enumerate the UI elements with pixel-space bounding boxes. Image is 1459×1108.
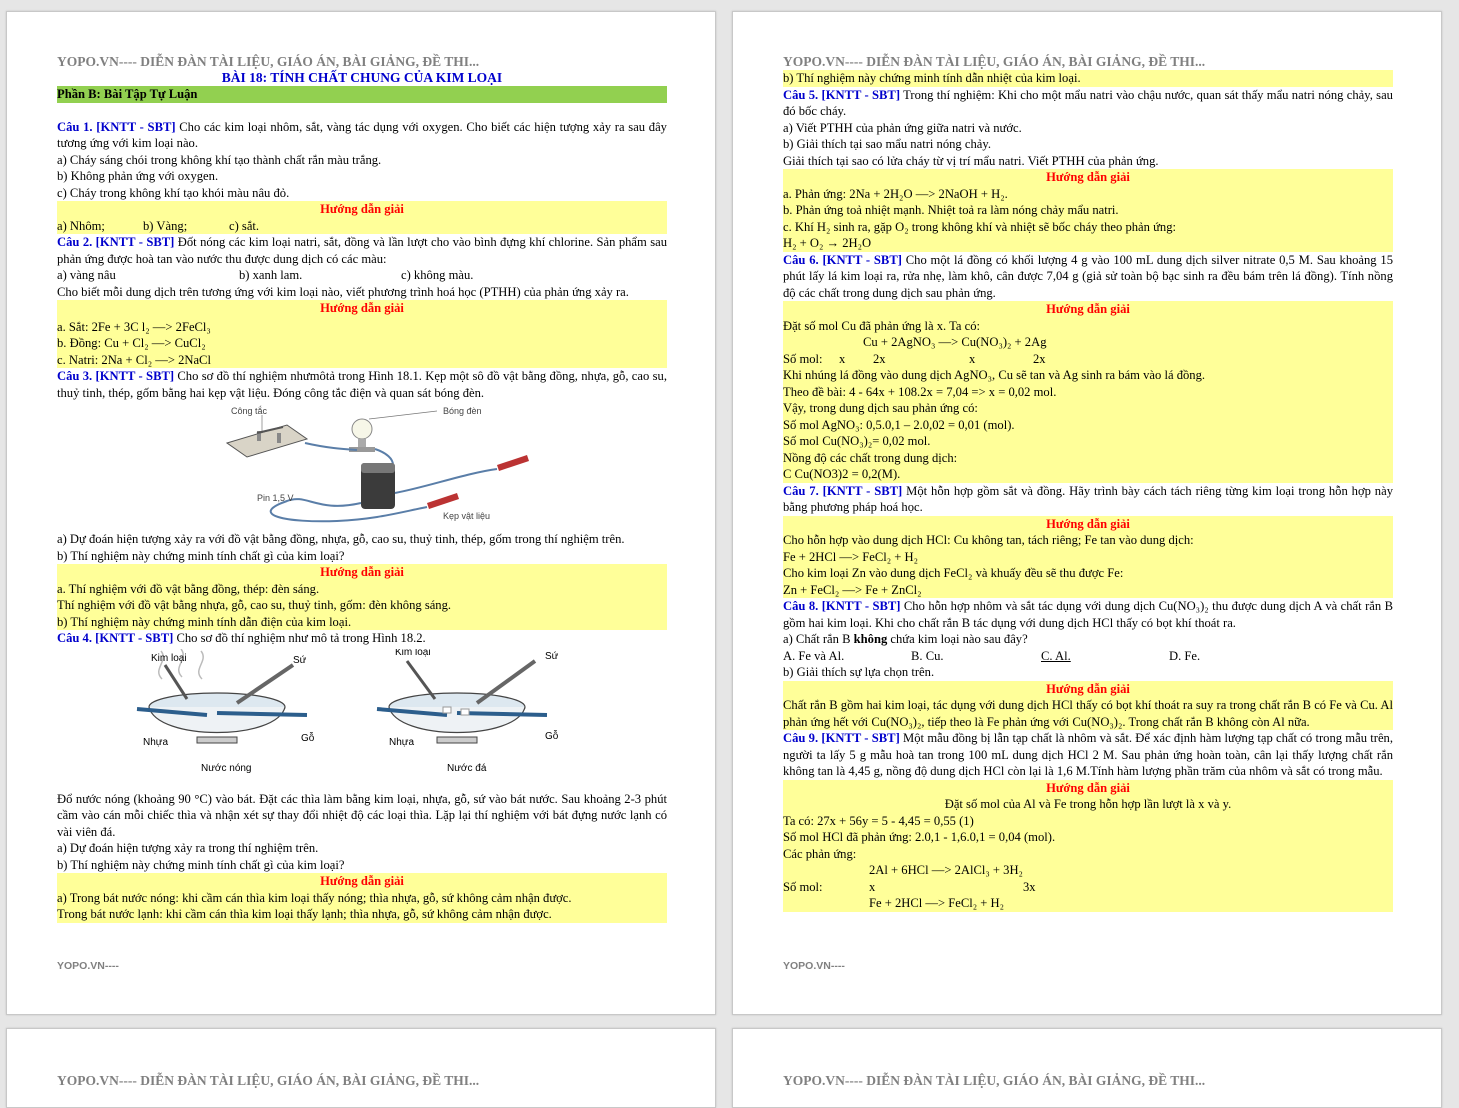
solution-line: a. Thí nghiệm với đồ vật bằng đồng, thép: đèn sáng.: [57, 581, 320, 596]
solution-line: Cho kim loại Zn vào dung dịch FeCl₂ và khuấy đều sẽ thu được Fe:: [783, 566, 1124, 580]
question-line: b) Không phản ứng với oxygen.: [57, 169, 219, 183]
solution-block: [783, 780, 1393, 912]
document-page-3: [6, 1028, 716, 1108]
solution-line: b. Đồng: Cu + Cl₂ —> CuCl₂: [57, 336, 206, 350]
clamp-icon: [497, 455, 529, 471]
question-label: Câu 8. [KNTT - SBT]: [783, 599, 901, 613]
solution-line: a) Trong bát nước nóng: khi cầm cán thìa kim loại thấy nóng; thìa nhựa, gỗ, sứ không cảm nhận được.: [57, 890, 572, 905]
question-4: Câu 4. [KNTT - SBT] Cho sơ đồ thí nghiệm như mô tả trong Hình 18.2.: [57, 631, 426, 645]
solution-line: a. Phản ứng: 2Na + 2H₂O —> 2NaOH + H₂.: [783, 186, 1008, 201]
solution-line: b) Thí nghiệm này chứng minh tính dẫn điện của kim loại.: [57, 614, 352, 629]
ice-water-bowl: [377, 649, 559, 774]
page-header: YOPO.VN---- DIỄN ĐÀN TÀI LIỆU, GIÁO ÁN, BÀI GIẢNG, ĐỀ THI...: [783, 1073, 1206, 1088]
metal-label-2: Kim loại: [395, 648, 431, 658]
question-7: Câu 7. [KNTT - SBT] Một hỗn hợp gồm sắt và đồng. Hãy trình bày cách tách riêng từng kim loại trong hỗn hợp này bằng phương pháp hoá học.: [783, 483, 1393, 514]
question-line: a) Chất rắn B không chứa kim loại nào sau đây?: [783, 632, 1028, 646]
wood-label: Gỗ: [301, 732, 315, 744]
solution-heading: Hướng dẫn giải: [320, 874, 404, 888]
switch-label: Công tắc: [231, 406, 268, 416]
section-heading: Phần B: Bài Tập Tự Luận: [57, 86, 667, 103]
solution-block: [57, 201, 667, 234]
solution-line: Các phản ứng:: [783, 846, 857, 861]
option-c: C. Al.: [1041, 648, 1071, 663]
solution-line: Vậy, trong dung dịch sau phản ứng có:: [783, 401, 978, 415]
solution-line: Số mol HCl đã phản ứng: 2.0,1 - 1,6.0,1 = 0,04 (mol).: [783, 830, 1056, 844]
question-line: a) Dự đoán hiện tượng xảy ra trong thí nghiệm trên.: [57, 841, 319, 855]
equation-line: 2Al + 6HCl —> 2AlCl₃ + 3H₂: [869, 863, 1023, 877]
solution-line: Ta có: 27x + 56y = 5 - 4,45 = 0,55 (1): [783, 813, 974, 828]
question-line: Giải thích tại sao có lửa cháy từ vị trí mẩu natri. Viết PTHH của phản ứng.: [783, 153, 1159, 168]
question-line: b) Thí nghiệm này chứng minh tính chất gì của kim loại?: [57, 548, 345, 563]
solution-heading: Hướng dẫn giải: [1046, 170, 1130, 184]
question-9: Câu 9. [KNTT - SBT] Một mẫu đồng bị lẫn tạp chất là nhôm và sắt. Để xác định hàm lượng tạp chất có trong mẫu trên, người ta lấy 5 g mẫu hoà tan trong 100 mL dung dịch HCl 2 M. Sau phản ứng hoàn toàn, cân lại thấy lượng chất rắn không tan là 4,45 g, nồng độ dung dịch HCl còn lại là 1,6 M.Tính hàm lượng phần trăm của nhôm và sắt có trong mẫu.: [783, 731, 1393, 778]
options-row: [783, 648, 1393, 665]
solution-block: [57, 300, 667, 368]
clamp-label: Kẹp vật liệu: [443, 511, 491, 521]
solution-line: Theo đề bài: 4 - 64x + 108.2x = 7,04 => x = 0,02 mol.: [783, 384, 1057, 399]
document-page-1: [6, 11, 716, 1015]
options-row: a) vàng nâu b) xanh lam. c) không màu.: [57, 268, 474, 282]
option-b: B. Cu.: [911, 648, 944, 663]
question-label: Câu 2. [KNTT - SBT]: [57, 235, 175, 249]
solution-heading: Hướng dẫn giải: [320, 202, 404, 216]
question-label: Câu 3. [KNTT - SBT]: [57, 369, 175, 383]
question-label: Câu 9. [KNTT - SBT]: [783, 731, 900, 745]
solution-heading: Hướng dẫn giải: [320, 565, 404, 579]
solution-line: C Cu(NO3)2 = 0,2(M).: [783, 467, 901, 481]
solution-line: c. Natri: 2Na + Cl₂ —> 2NaCl: [57, 352, 211, 367]
plastic-label: Nhựa: [143, 736, 169, 748]
metal-label: Kim loại: [151, 652, 187, 664]
question-line: a) Cháy sáng chói trong không khí tạo thành chất rắn màu trắng.: [57, 152, 382, 167]
solution-line: Số mol AgNO₃: 0,5.0,1 – 2.0,02 = 0,01 (mol).: [783, 417, 1015, 432]
solution-line: Cho hỗn hợp vào dung dịch HCl: Cu không tan, tách riêng; Fe tan vào dung dịch:: [783, 533, 1194, 547]
solution-line: Đặt số mol của Al và Fe trong hỗn hợp lần lượt là x và y.: [944, 797, 1232, 811]
porcelain-label: Sứ: [293, 654, 307, 666]
question-line: a) Dự đoán hiện tượng xảy ra với đồ vật bằng đồng, nhựa, gỗ, cao su, thuỷ tinh, thép, gốm trong thí nghiệm trên.: [57, 532, 625, 546]
page-footer: YOPO.VN----: [783, 960, 845, 972]
wood-label-2: Gỗ: [545, 730, 559, 742]
page-header: YOPO.VN---- DIỄN ĐÀN TÀI LIỆU, GIÁO ÁN, BÀI GIẢNG, ĐỀ THI...: [57, 1073, 480, 1088]
solution-line: Nồng độ các chất trong dung dịch:: [783, 450, 958, 465]
solution-block: [783, 681, 1393, 731]
question-line: c) Cháy trong không khí tạo khói màu nâu đỏ.: [57, 185, 290, 200]
question-line: Đổ nước nóng (khoảng 90 °C) vào bát. Đặt các thìa làm bằng kim loại, nhựa, gỗ, sứ vào bát nước. Sau khoảng 2-3 phút cầm vào cán mỗi chiếc thìa và nhận xét sự thay đổi nhiệt độ các loại thìa. Lặp lại thí nghiệm với bát đựng nước lạnh có vài viên đá.: [57, 791, 667, 839]
page-header: YOPO.VN---- DIỄN ĐÀN TÀI LIỆU, GIÁO ÁN, BÀI GIẢNG, ĐỀ THI...: [57, 54, 480, 69]
document-page-2: [732, 11, 1442, 1015]
solution-line: b) Thí nghiệm này chứng minh tính dẫn nhiệt của kim loại.: [783, 70, 1393, 87]
document-page-4: [732, 1028, 1442, 1108]
question-1: Câu 1. [KNTT - SBT] Cho các kim loại nhôm, sắt, vàng tác dụng với oxygen. Cho biết các hiện tượng xảy ra sau đây tương ứng với kim loại nào.: [57, 119, 667, 150]
heat-conduction-diagram: [57, 649, 667, 789]
question-label: Câu 4. [KNTT - SBT]: [57, 631, 174, 645]
question-2: Câu 2. [KNTT - SBT] Đốt nóng các kim loại natri, sắt, đồng và lần lượt cho vào bình đựng khí chlorine. Sản phẩm sau phản ứng được hoà tan vào nước thu được dung dịch có các màu:: [57, 235, 667, 266]
solution-line: c. Khí H₂ sinh ra, gặp O₂ trong không khí và nhiệt sẽ bốc cháy theo phản ứng:: [783, 219, 1176, 234]
solution-line: Trong bát nước lạnh: khi cầm cán thìa kim loại thấy lạnh; thìa nhựa, gỗ, sứ không cảm nhận được.: [57, 907, 552, 921]
equation-line: Fe + 2HCl —> FeCl₂ + H₂: [869, 896, 1005, 910]
option-d: D. Fe.: [1169, 648, 1201, 663]
plastic-label-2: Nhựa: [389, 736, 415, 748]
solution-block: [57, 873, 667, 923]
solution-line: a. Sắt: 2Fe + 3C l₂ —> 2FeCl₃: [57, 319, 211, 334]
solution-block: [57, 564, 667, 630]
solution-heading: Hướng dẫn giải: [1046, 302, 1130, 316]
solution-line: a) Nhôm; b) Vàng; c) sắt.: [57, 218, 260, 233]
option-a: A. Fe và Al.: [783, 648, 845, 663]
lesson-title: BÀI 18: TÍNH CHẤT CHUNG CỦA KIM LOẠI: [221, 70, 503, 85]
question-line: b) Giải thích sự lựa chọn trên.: [783, 665, 935, 679]
hot-water-label: Nước nóng: [201, 762, 252, 774]
question-3: Câu 3. [KNTT - SBT] Cho sơ đồ thí nghiệm nhưmôtả trong Hình 18.1. Kẹp một sô đồ vật bằng đồng, nhựa, gỗ, cao su, thuỷ tinh, thép, gốm bằng hai kẹp vật liệu. Đóng công tắc điện và quan sát bóng đèn.: [57, 369, 667, 400]
solution-line: Zn + FeCl₂ —> Fe + ZnCl₂: [783, 582, 922, 597]
ice-water-label: Nước đá: [447, 762, 487, 774]
solution-block: [783, 169, 1393, 252]
hot-water-bowl: [137, 649, 315, 774]
question-label: Câu 7. [KNTT - SBT]: [783, 483, 903, 498]
battery-label: Pin 1,5 V: [257, 493, 294, 503]
question-line: b) Thí nghiệm này chứng minh tính chất gì của kim loại?: [57, 857, 345, 872]
page-header: YOPO.VN---- DIỄN ĐÀN TÀI LIỆU, GIÁO ÁN, BÀI GIẢNG, ĐỀ THI...: [783, 54, 1206, 69]
mole-row: Số mol: x 2x x 2x: [783, 351, 1046, 366]
circuit-diagram: [57, 403, 667, 529]
question-8: Câu 8. [KNTT - SBT] Cho hỗn hợp nhôm và sắt tác dụng với dung dịch Cu(NO₃)₂ thu được dung dịch A và chất rắn B gồm hai kim loại. Khi cho chất rắn B tác dụng với dung dịch HCl thấy có bọt khí thoát ra.: [783, 599, 1393, 630]
bulb-icon: [352, 419, 372, 439]
question-label: Câu 6. [KNTT - SBT]: [783, 252, 902, 267]
question-label: Câu 1. [KNTT - SBT]: [57, 119, 176, 134]
porcelain-label-2: Sứ: [545, 650, 559, 662]
solution-line: b. Phản ứng toả nhiệt mạnh. Nhiệt toả ra làm nóng chảy mẩu natri.: [783, 203, 1119, 217]
solution-heading: Hướng dẫn giải: [1046, 516, 1130, 531]
solution-line: Fe + 2HCl —> FeCl₂ + H₂: [783, 549, 919, 564]
equation-line: Cu + 2AgNO₃ —> Cu(NO₃)₂ + 2Ag: [863, 335, 1047, 349]
solution-line: H₂ + O₂ → 2H₂O: [783, 236, 872, 250]
question-line: a) Viết PTHH của phản ứng giữa natri và nước.: [783, 120, 1022, 135]
mole-row: Số mol: x 3x: [783, 879, 1036, 894]
question-label: Câu 5. [KNTT - SBT]: [783, 87, 901, 102]
bulb-label: Bóng đèn: [443, 406, 482, 416]
solution-line: Đặt số mol Cu đã phản ứng là x. Ta có:: [783, 318, 981, 333]
page-footer: YOPO.VN----: [57, 960, 119, 972]
solution-line: Khi nhúng lá đồng vào dung dịch AgNO₃, Cu sẽ tan và Ag sinh ra bám vào lá đồng.: [783, 368, 1206, 382]
question-line: Cho biết mỗi dung dịch trên tương ứng với kim loại nào, viết phương trình hoá học (PTHH) của phản ứng xảy ra.: [57, 284, 629, 299]
solution-block: [783, 301, 1393, 483]
solution-line: Chất rắn B gồm hai kim loại, tác dụng với dung dịch HCl thấy có bọt khí thoát ra suy ra trong chất rắn B có Fe và Cu. Al phản ứng hết với Cu(NO₃)₂, tiếp theo là Fe phản ứng với Cu(NO₃)₂. Trong chất rắn B không còn Al nữa.: [783, 698, 1393, 729]
question-line: b) Giải thích tại sao mẩu natri nóng chảy.: [783, 137, 991, 151]
circuit-figure: [57, 403, 667, 529]
question-6: Câu 6. [KNTT - SBT] Cho một lá đồng có khối lượng 4 g vào 100 mL dung dịch silver nitrate 0,5 M. Sau khoảng 15 phút lấy lá kim loại ra, rửa nhẹ, làm khô, cân được 7,04 g (giả sử toàn bộ bạc sinh ra đều bám trên lá đồng). Tính nồng độ các chất trong dung dịch sau phản ứng.: [783, 252, 1393, 300]
solution-heading: Hướng dẫn giải: [1046, 681, 1130, 696]
solution-heading: Hướng dẫn giải: [320, 301, 404, 315]
solution-line: Số mol Cu(NO₃)₂= 0,02 mol.: [783, 434, 931, 448]
solution-line: Thí nghiệm với đồ vật bằng nhựa, gỗ, cao su, thuỷ tinh, gốm: đèn không sáng.: [57, 598, 452, 612]
solution-heading: Hướng dẫn giải: [1046, 780, 1130, 795]
question-5: Câu 5. [KNTT - SBT] Trong thí nghiệm: Khi cho một mẩu natri vào chậu nước, quan sát thấy mẩu natri nóng chảy, sau đó bốc cháy.: [783, 87, 1393, 118]
heat-figure: [57, 649, 667, 789]
solution-block: [783, 516, 1393, 599]
